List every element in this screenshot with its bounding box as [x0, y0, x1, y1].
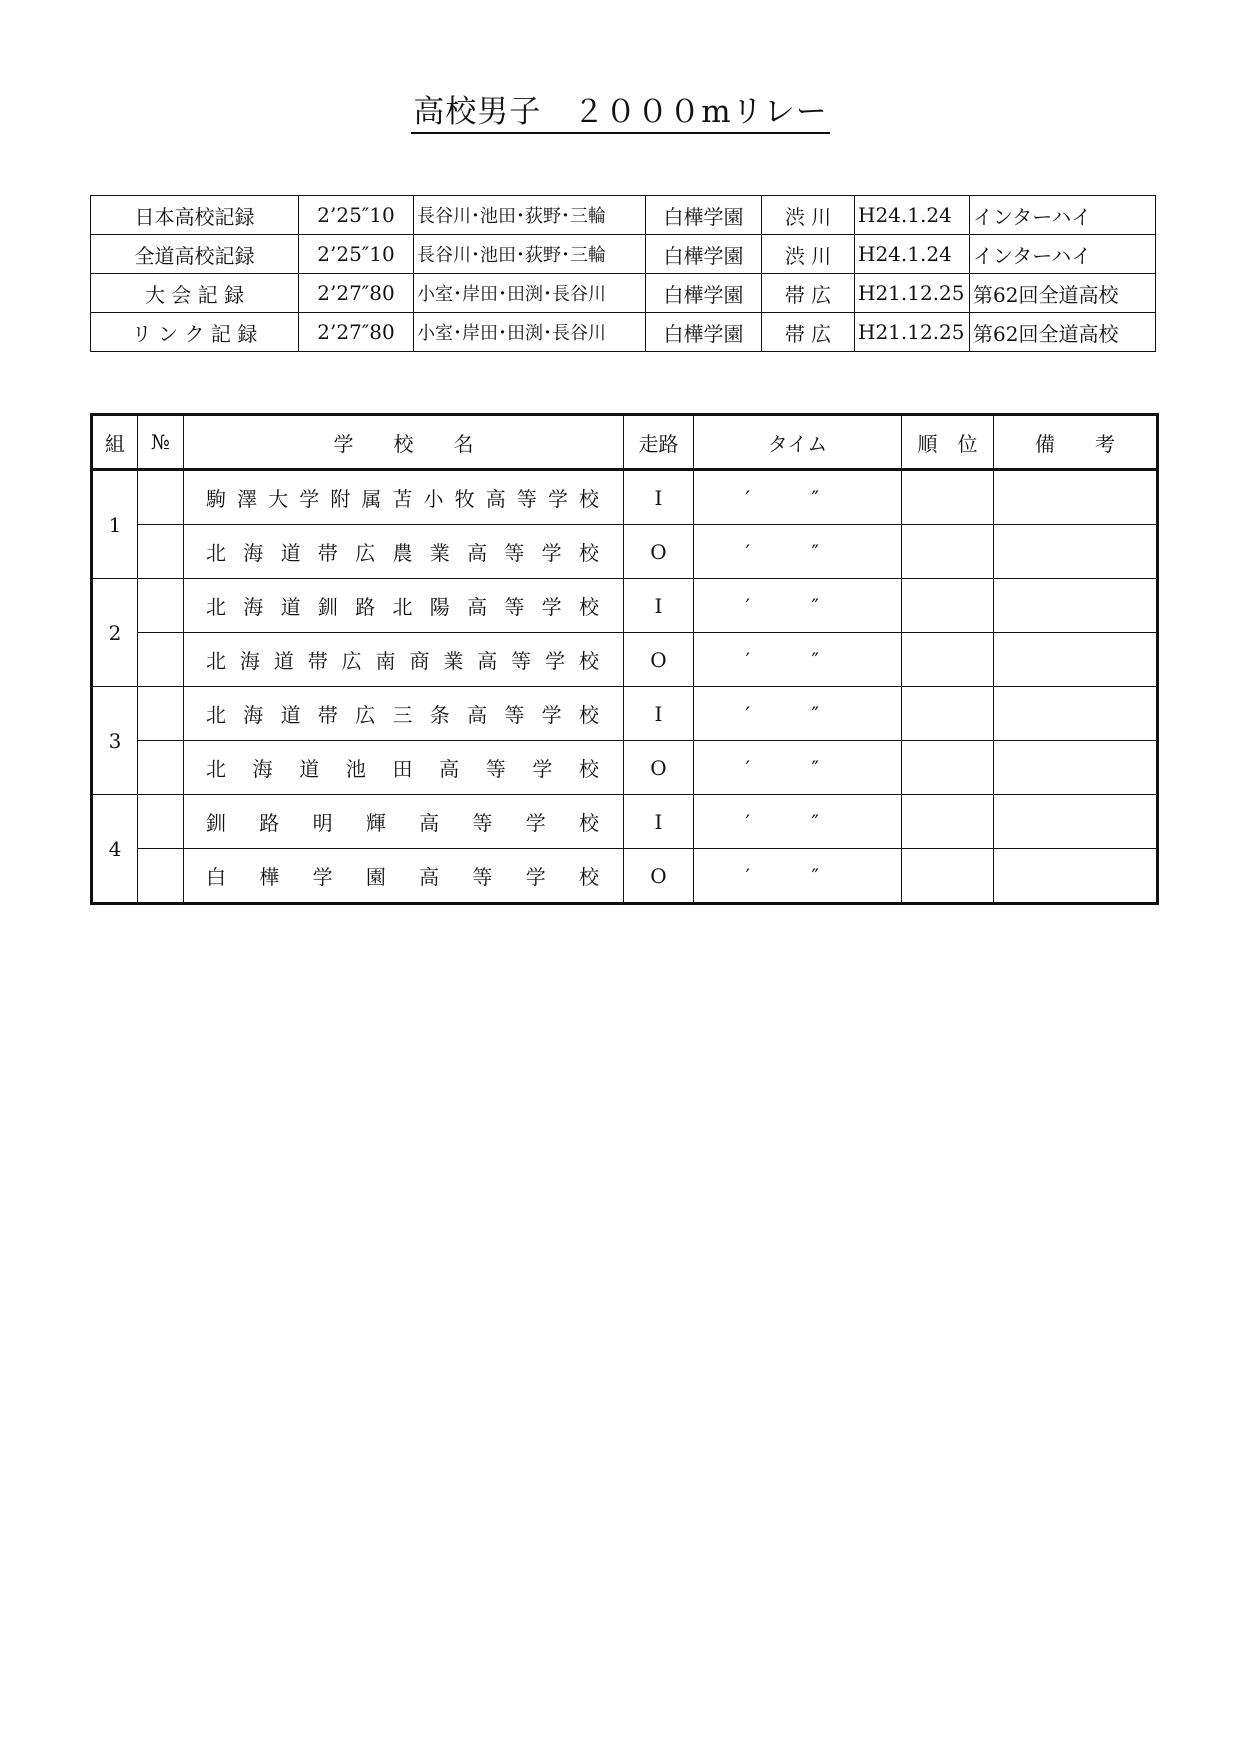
time-cell	[694, 525, 902, 579]
time-cell	[694, 687, 902, 741]
record-time: 2’25″10	[299, 235, 414, 274]
course-cell: I	[624, 687, 694, 741]
record-date: H24.1.24	[855, 196, 970, 235]
time-cell	[694, 470, 902, 525]
time-cell	[694, 849, 902, 904]
second-mark: ″	[811, 701, 819, 726]
header-rank: 順 位	[902, 415, 994, 470]
rank-cell	[902, 741, 994, 795]
rank-cell	[902, 470, 994, 525]
page-title	[0, 86, 1241, 131]
minute-mark: ′	[745, 755, 751, 780]
second-mark: ″	[811, 647, 819, 672]
record-event: インターハイ	[970, 235, 1156, 274]
entry-row	[92, 687, 1158, 741]
school-name	[184, 741, 624, 795]
record-date: H21.12.25	[855, 274, 970, 313]
record-event: インターハイ	[970, 196, 1156, 235]
school-name	[184, 470, 624, 525]
notes-cell	[994, 795, 1158, 849]
entry-no-cell	[138, 470, 184, 525]
notes-cell	[994, 633, 1158, 687]
minute-mark: ′	[745, 485, 751, 510]
record-school: 白樺学園	[646, 196, 762, 235]
school-name	[184, 525, 624, 579]
school-name-text: 北 海 道 帯 広 農 業 高 等 学 校	[206, 541, 599, 565]
results-header-row	[92, 415, 1158, 470]
record-date: H24.1.24	[855, 235, 970, 274]
course-cell: O	[624, 525, 694, 579]
minute-mark: ′	[745, 809, 751, 834]
record-members: 長谷川･池田･荻野･三輪	[414, 196, 646, 235]
course-cell: I	[624, 579, 694, 633]
school-name-text: 北 海 道 帯 広 三 条 高 等 学 校	[206, 703, 599, 727]
entry-row	[92, 795, 1158, 849]
record-place: 渋 川	[762, 235, 855, 274]
notes-cell	[994, 687, 1158, 741]
school-name	[184, 633, 624, 687]
notes-cell	[994, 849, 1158, 904]
group-number: 4	[92, 795, 138, 904]
school-name	[184, 579, 624, 633]
time-cell	[694, 795, 902, 849]
record-place: 帯 広	[762, 274, 855, 313]
record-date: H21.12.25	[855, 313, 970, 352]
record-row	[91, 235, 1156, 274]
record-school: 白樺学園	[646, 235, 762, 274]
notes-cell	[994, 741, 1158, 795]
rank-cell	[902, 795, 994, 849]
record-time: 2’25″10	[299, 196, 414, 235]
minute-mark: ′	[745, 647, 751, 672]
entry-row	[92, 849, 1158, 904]
course-cell: I	[624, 470, 694, 525]
entry-no-cell	[138, 525, 184, 579]
entry-no-cell	[138, 633, 184, 687]
record-members: 小室･岸田･田渕･長谷川	[414, 313, 646, 352]
school-name-text: 北 海 道 池 田 高 等 学 校	[206, 757, 599, 781]
school-name-text: 北 海 道 釧 路 北 陽 高 等 学 校	[206, 595, 599, 619]
record-row	[91, 196, 1156, 235]
header-group: 組	[92, 415, 138, 470]
record-label: 全道高校記録	[91, 235, 299, 274]
entry-row	[92, 579, 1158, 633]
rank-cell	[902, 525, 994, 579]
record-place: 渋 川	[762, 196, 855, 235]
records-table	[90, 195, 1156, 352]
record-label: 日本高校記録	[91, 196, 299, 235]
rank-cell	[902, 687, 994, 741]
course-cell: O	[624, 741, 694, 795]
time-cell	[694, 741, 902, 795]
course-cell: I	[624, 795, 694, 849]
record-event: 第62回全道高校	[970, 274, 1156, 313]
header-notes: 備 考	[994, 415, 1158, 470]
entry-no-cell	[138, 687, 184, 741]
school-name-text: 釧 路 明 輝 高 等 学 校	[206, 811, 599, 835]
group-number: 2	[92, 579, 138, 687]
header-school: 学 校 名	[184, 415, 624, 470]
record-time: 2’27″80	[299, 313, 414, 352]
minute-mark: ′	[745, 539, 751, 564]
time-cell	[694, 633, 902, 687]
time-cell	[694, 579, 902, 633]
results-table	[90, 413, 1159, 905]
record-place: 帯 広	[762, 313, 855, 352]
course-cell: O	[624, 633, 694, 687]
school-name-text: 白 樺 学 園 高 等 学 校	[206, 865, 599, 889]
second-mark: ″	[811, 809, 819, 834]
entry-row	[92, 741, 1158, 795]
second-mark: ″	[811, 539, 819, 564]
school-name-text: 駒 澤 大 学 附 属 苫 小 牧 高 等 学 校	[206, 487, 599, 511]
record-event: 第62回全道高校	[970, 313, 1156, 352]
second-mark: ″	[811, 485, 819, 510]
record-members: 小室･岸田･田渕･長谷川	[414, 274, 646, 313]
school-name-text: 北 海 道 帯 広 南 商 業 高 等 学 校	[206, 649, 599, 673]
rank-cell	[902, 849, 994, 904]
entry-no-cell	[138, 849, 184, 904]
notes-cell	[994, 579, 1158, 633]
school-name	[184, 849, 624, 904]
entry-no-cell	[138, 795, 184, 849]
second-mark: ″	[811, 755, 819, 780]
entry-row	[92, 633, 1158, 687]
group-number: 1	[92, 470, 138, 579]
rank-cell	[902, 579, 994, 633]
second-mark: ″	[811, 593, 819, 618]
notes-cell	[994, 470, 1158, 525]
entry-row	[92, 525, 1158, 579]
page-title-text: 高校男子 ２０００mリレー	[411, 94, 829, 134]
course-cell: O	[624, 849, 694, 904]
notes-cell	[994, 525, 1158, 579]
minute-mark: ′	[745, 701, 751, 726]
group-number: 3	[92, 687, 138, 795]
record-school: 白樺学園	[646, 313, 762, 352]
header-time: タイム	[694, 415, 902, 470]
record-school: 白樺学園	[646, 274, 762, 313]
record-label: 大 会 記 録	[91, 274, 299, 313]
record-time: 2’27″80	[299, 274, 414, 313]
record-label: リ ン ク 記 録	[91, 313, 299, 352]
header-course: 走路	[624, 415, 694, 470]
rank-cell	[902, 633, 994, 687]
minute-mark: ′	[745, 593, 751, 618]
record-row	[91, 274, 1156, 313]
entry-no-cell	[138, 741, 184, 795]
school-name	[184, 795, 624, 849]
minute-mark: ′	[745, 863, 751, 888]
entry-no-cell	[138, 579, 184, 633]
entry-row	[92, 470, 1158, 525]
record-members: 長谷川･池田･荻野･三輪	[414, 235, 646, 274]
second-mark: ″	[811, 863, 819, 888]
header-no: №	[138, 415, 184, 470]
record-row	[91, 313, 1156, 352]
school-name	[184, 687, 624, 741]
